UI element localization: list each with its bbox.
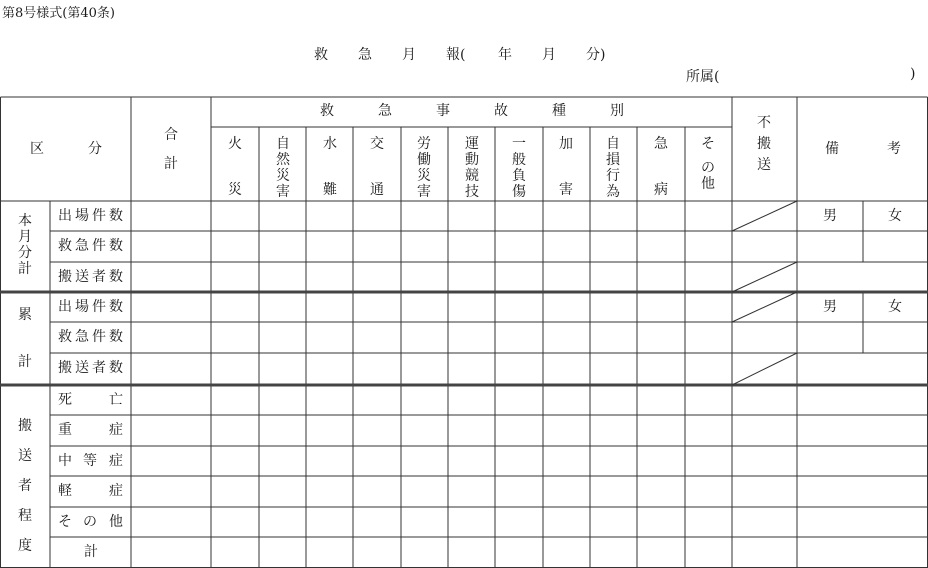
row-label-moderate-3: 症 — [109, 453, 123, 469]
accident-type-char: 別 — [610, 103, 624, 119]
type-self-harm: 自損行為 — [606, 136, 620, 200]
accident-type-char: 急 — [378, 103, 392, 119]
affiliation-close: ) — [910, 66, 916, 82]
affiliation-label: 所属( — [686, 69, 720, 85]
form-number: 第8号様式(第40条) — [2, 6, 115, 21]
header-accident-type — [610, 104, 624, 118]
group-severity: 搬送者程度 — [18, 418, 32, 554]
row-label-transported: 搬送者数 — [58, 360, 126, 376]
gender-female: 女 — [888, 299, 902, 315]
gender-female: 女 — [888, 208, 902, 224]
row-label-total: 計 — [84, 544, 98, 560]
title-char: 年 — [498, 47, 512, 63]
title-char: 急 — [358, 47, 372, 63]
type-water-1: 水 — [323, 136, 337, 152]
group-cumulative-1: 累 — [18, 307, 32, 323]
header-accident-type — [378, 104, 392, 118]
row-label-other-2: の — [83, 514, 97, 530]
header-remarks-2: 考 — [887, 141, 901, 157]
gender-male: 男 — [823, 299, 837, 315]
type-other-2: の他 — [701, 160, 715, 192]
row-label-emergency: 救急件数 — [58, 329, 126, 345]
accident-type-char: 種 — [552, 103, 566, 119]
title-char: 救 — [314, 47, 328, 63]
row-label-serious-2: 症 — [109, 422, 123, 438]
accident-type-char: 事 — [436, 103, 450, 119]
type-assault-1: 加 — [559, 136, 573, 152]
header-kubun-1: 区 — [30, 141, 44, 157]
type-assault-2: 害 — [559, 182, 573, 198]
header-accident-type — [494, 104, 508, 118]
row-label-death-1: 死 — [58, 392, 72, 408]
header-remarks-1: 備 — [825, 141, 839, 157]
header-accident-type — [320, 104, 334, 118]
type-illness-2: 病 — [654, 182, 668, 198]
type-sports: 運動競技 — [465, 136, 479, 200]
header-total-1: 合 — [164, 127, 178, 143]
title-char: 月 — [542, 47, 556, 63]
header-not-transported: 不搬送 — [757, 115, 771, 173]
gender-male: 男 — [823, 208, 837, 224]
header-accident-type — [552, 104, 566, 118]
row-label-death-2: 亡 — [109, 392, 123, 408]
header-total-2: 計 — [164, 156, 178, 172]
row-label-other-1: そ — [58, 514, 72, 530]
type-water-2: 難 — [323, 182, 337, 198]
header-kubun-2: 分 — [88, 141, 102, 157]
group-cumulative-2: 計 — [18, 354, 32, 370]
accident-type-char: 故 — [494, 103, 508, 119]
row-label-mild-2: 症 — [109, 483, 123, 499]
row-label-dispatch: 出場件数 — [58, 208, 126, 224]
type-fire-1: 火 — [228, 136, 242, 152]
row-label-dispatch: 出場件数 — [58, 299, 126, 315]
row-label-emergency: 救急件数 — [58, 238, 126, 254]
header-accident-type — [436, 104, 450, 118]
type-industrial: 労働災害 — [417, 136, 431, 200]
type-illness-1: 急 — [654, 136, 668, 152]
accident-type-char: 救 — [320, 103, 334, 119]
row-label-mild-1: 軽 — [58, 483, 72, 499]
row-label-moderate-2: 等 — [83, 453, 97, 469]
type-other-1: そ — [701, 136, 715, 152]
row-label-moderate-1: 中 — [58, 453, 72, 469]
title-char: 月 — [402, 47, 416, 63]
type-traffic-2: 通 — [370, 182, 384, 198]
group-monthly: 本月分計 — [18, 213, 32, 277]
type-traffic-1: 交 — [370, 136, 384, 152]
title-char: 分) — [586, 47, 606, 63]
title-char: 報( — [446, 47, 466, 63]
type-general-injury: 一般負傷 — [512, 136, 526, 200]
type-fire-2: 災 — [228, 182, 242, 198]
row-label-serious-1: 重 — [58, 422, 72, 438]
row-label-other-3: 他 — [109, 514, 123, 530]
type-natural-disaster: 自然災害 — [276, 136, 290, 200]
row-label-transported: 搬送者数 — [58, 269, 126, 285]
